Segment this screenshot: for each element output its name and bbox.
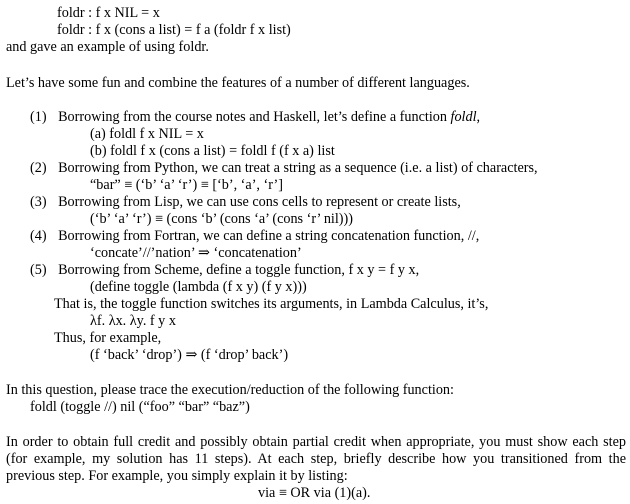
list-item-2 — [30, 160, 538, 176]
list-item-5 — [30, 262, 419, 278]
list-item-2-text: Borrowing from Python, we can treat a string as a sequence (i.e. a list) of characters, — [58, 160, 538, 176]
toggle-example: (f ‘back’ ‘drop’) ⇒ (f ‘drop’ back’) — [90, 347, 289, 363]
question-text: In this question, please trace the execution/reduction of the following function: — [6, 382, 454, 398]
list-item-5-detail: (define toggle (lambda (f x y) (f y x))) — [90, 279, 307, 295]
list-item-4-detail: ‘concate’//’nation’ ⇒ ‘concatenation’ — [90, 245, 302, 261]
list-item-4 — [30, 228, 479, 244]
list-item-4-text: Borrowing from Fortran, we can define a string concatenation function, //, — [58, 228, 480, 244]
lambda-expression: λf. λx. λy. f y x — [90, 313, 176, 329]
list-item-3-number: (3) — [30, 194, 47, 210]
foldr-definition-nil: foldr : f x NIL = x — [57, 5, 160, 21]
list-item-1-number: (1) — [30, 109, 47, 125]
foldr-definition-cons: foldr : f x (cons a list) = f a (foldr f x list) — [57, 22, 291, 38]
foldr-example-text: and gave an example of using foldr. — [6, 39, 209, 55]
credit-via-example: via ≡ OR via (1)(a). — [258, 485, 371, 501]
list-item-2-number: (2) — [30, 160, 47, 176]
list-item-3-detail: (‘b’ ‘a’ ‘r’) ≡ (cons ‘b’ (cons ‘a’ (cons ‘r’ nil))) — [90, 211, 353, 227]
question-expression: foldl (toggle //) nil (“foo” “bar” “baz”) — [30, 399, 250, 415]
foldl-term: foldl — [450, 109, 477, 125]
credit-line-2: (for example, my solution has 11 steps). At each step, briefly describe how you transitioned from the — [6, 451, 626, 467]
list-item-1-text: Borrowing from the course notes and Haskell, let’s define a function foldl, — [58, 109, 481, 125]
list-item-4-number: (4) — [30, 228, 47, 244]
list-item-1 — [30, 109, 480, 125]
credit-line-3: previous step. For example, you simply explain it by listing: — [6, 468, 348, 484]
thus-for-example: Thus, for example, — [54, 330, 162, 346]
toggle-explanation: That is, the toggle function switches its arguments, in Lambda Calculus, it’s, — [54, 296, 489, 312]
credit-line-1: In order to obtain full credit and possibly obtain partial credit when appropriate, you must show each step — [6, 434, 626, 450]
list-item-2-detail: “bar” ≡ (‘b’ ‘a’ ‘r’) ≡ [‘b’, ‘a’, ‘r’] — [90, 177, 283, 193]
fun-intro-paragraph: Let’s have some fun and combine the features of a number of different languages. — [6, 75, 470, 91]
list-item-5-text: Borrowing from Scheme, define a toggle function, f x y = f y x, — [58, 262, 420, 278]
list-item-5-number: (5) — [30, 262, 47, 278]
list-item-3-text: Borrowing from Lisp, we can use cons cells to represent or create lists, — [58, 194, 461, 210]
list-item-1a: (a) foldl f x NIL = x — [90, 126, 204, 142]
list-item-1b: (b) foldl f x (cons a list) = foldl f (f x a) list — [90, 143, 335, 159]
list-item-3 — [30, 194, 461, 210]
